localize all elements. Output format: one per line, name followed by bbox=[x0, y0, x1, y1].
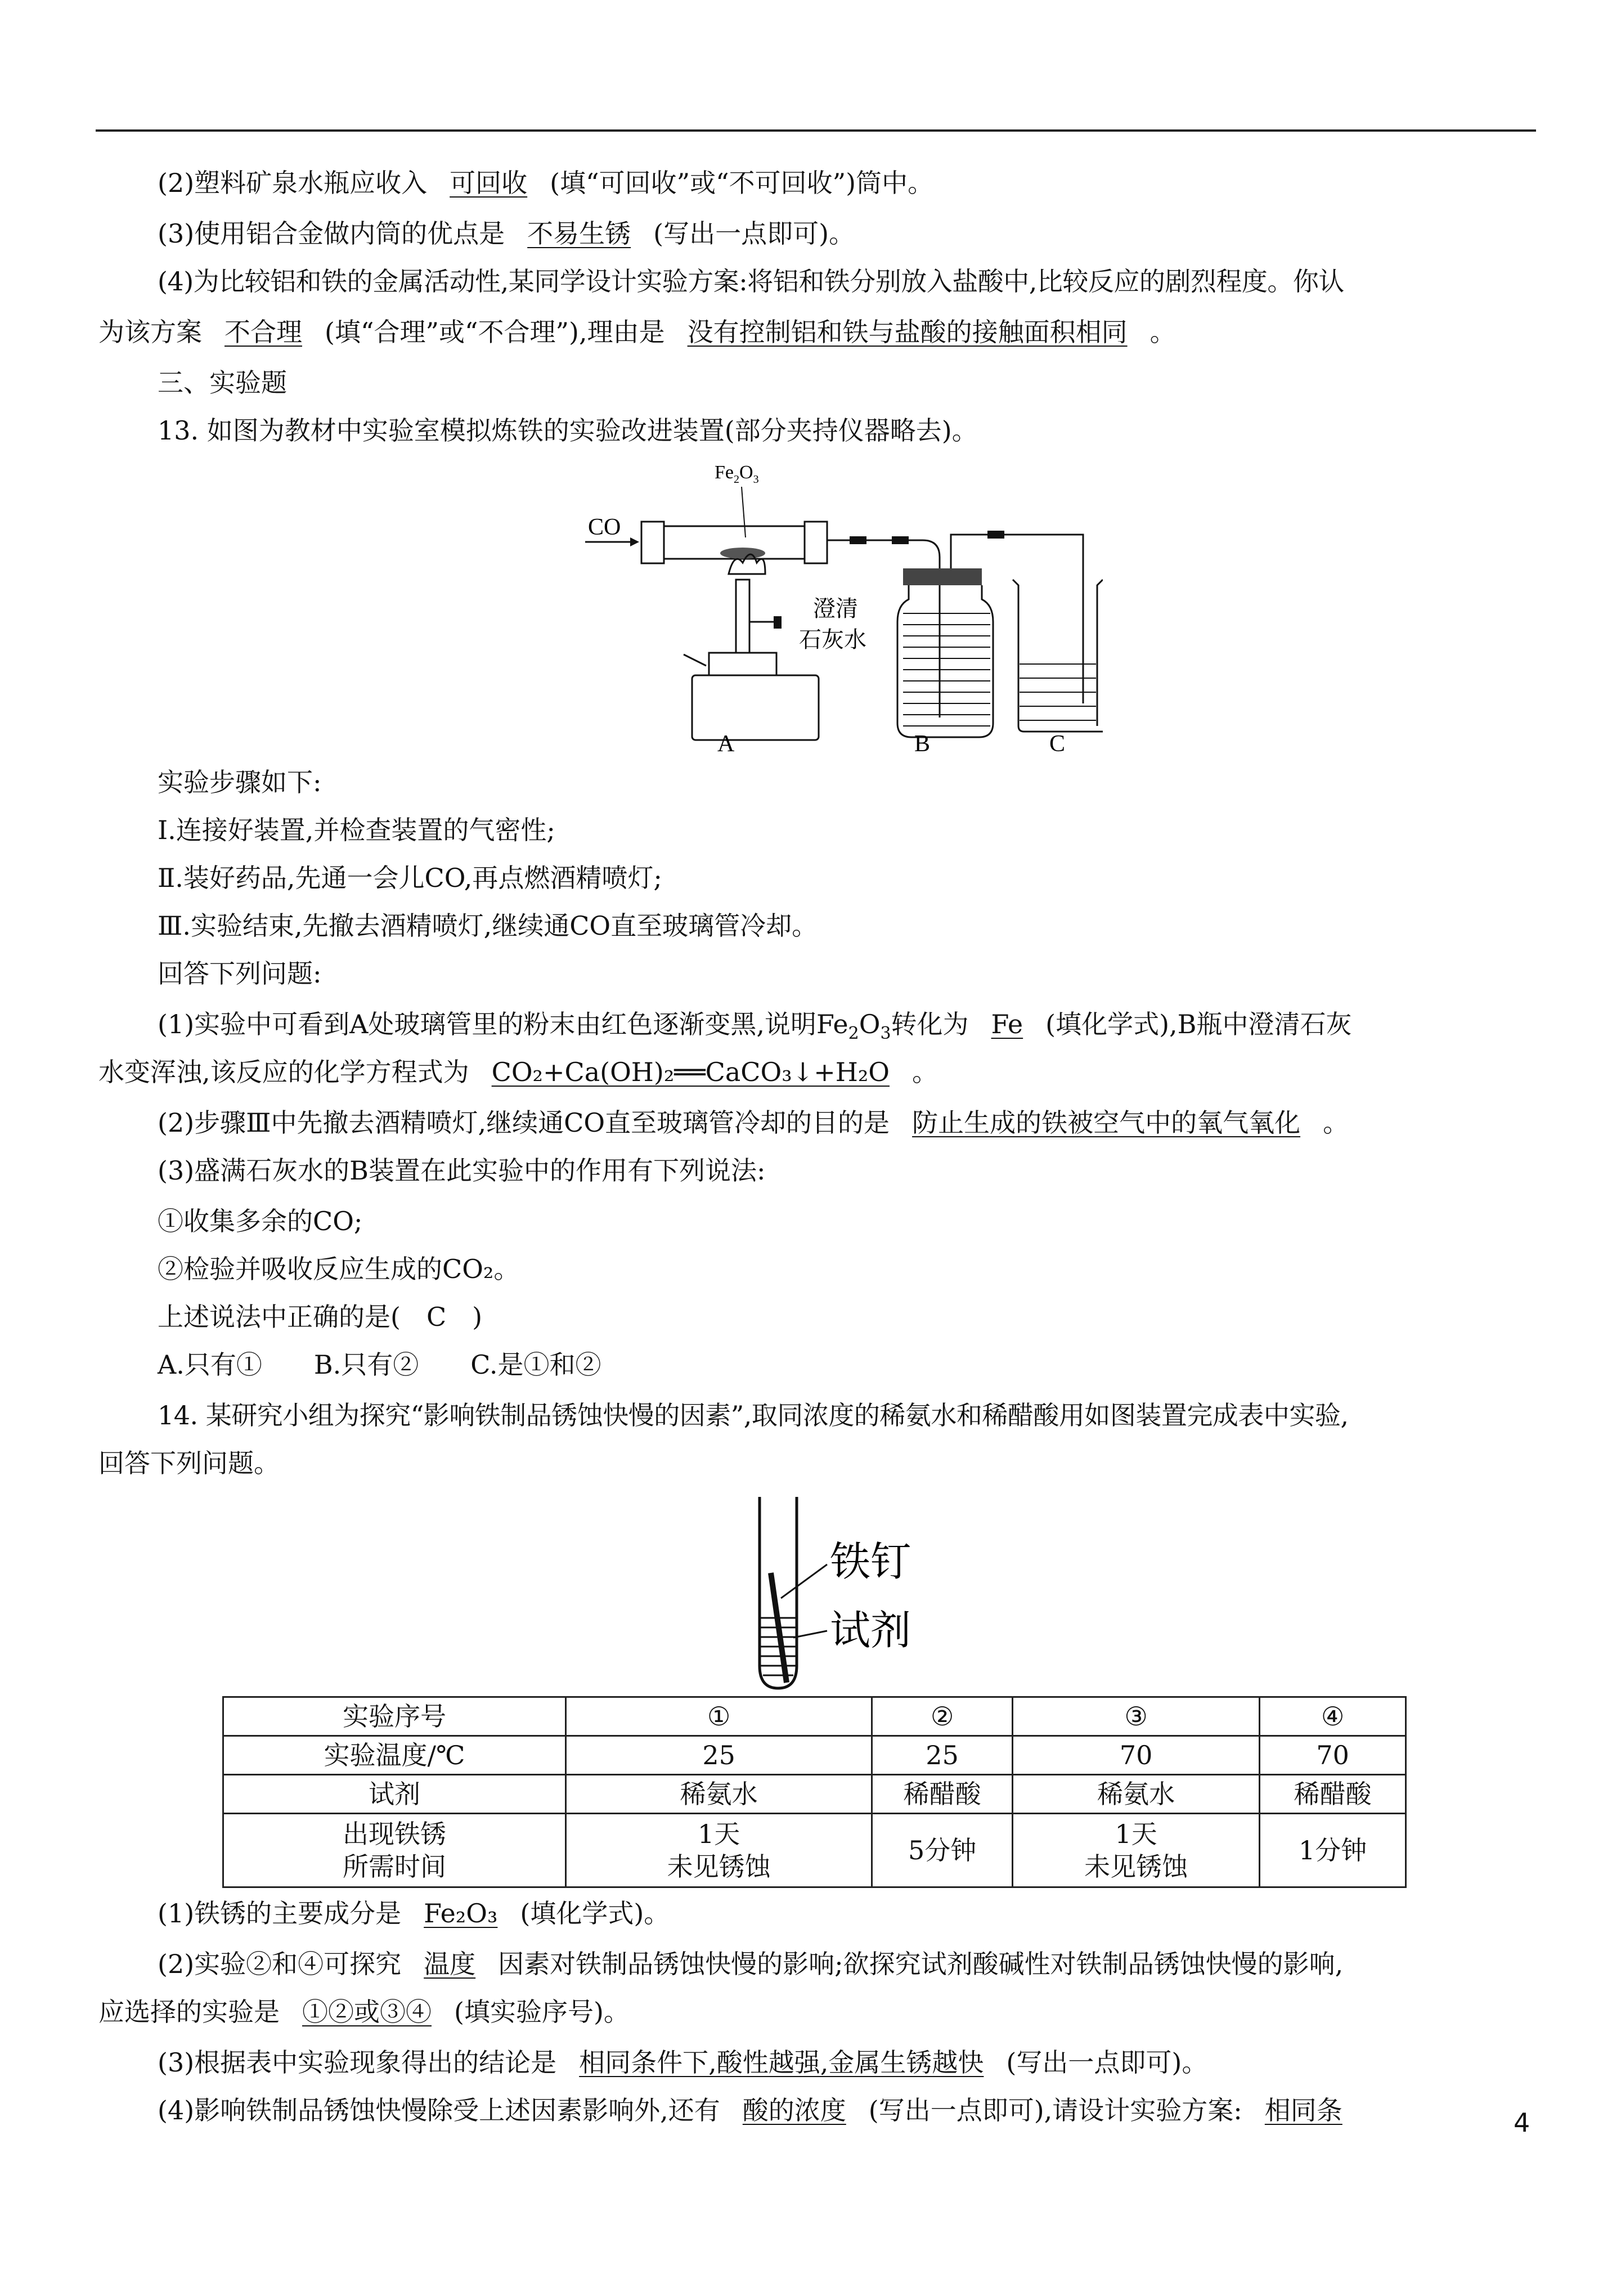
tube-clamp-3 bbox=[987, 531, 1004, 539]
q13-a1-o: O bbox=[859, 1009, 881, 1039]
table-cell: 70 bbox=[1260, 1736, 1406, 1775]
q13-a1-text: (1)实验中可看到A处玻璃管里的粉末由红色逐渐变黑,说明Fe bbox=[158, 1009, 848, 1039]
exp1-time-line2: 未见锈蚀 bbox=[667, 1851, 771, 1882]
q13-choices: A.只有① B.只有② C.是①和② bbox=[158, 1349, 601, 1380]
lamp-neck bbox=[709, 653, 776, 675]
tube-clamp-1 bbox=[850, 536, 866, 544]
q13-a2 bbox=[158, 1106, 1349, 1140]
table-cell: 稀氨水 bbox=[1012, 1775, 1259, 1814]
q14-a2-text-2: 应选择的实验是 bbox=[98, 1997, 280, 2027]
header-rule bbox=[96, 129, 1536, 132]
q12-p2-answer: 可回收 bbox=[450, 168, 528, 198]
lamp-burner bbox=[736, 580, 749, 653]
q13-option1: ①收集多余的CO; bbox=[158, 1206, 363, 1236]
q12-p2-text-end: (填“可回收”或“不可回收”)筒中。 bbox=[550, 168, 934, 198]
tube-clamp-2 bbox=[892, 536, 909, 544]
q14-a4-answer2: 相同条 bbox=[1264, 2095, 1342, 2125]
q12-p4-text-mid: (填“合理”或“不合理”),理由是 bbox=[325, 317, 665, 347]
table-cell: 25 bbox=[872, 1736, 1013, 1775]
table-cell: 5分钟 bbox=[872, 1814, 1013, 1887]
exp1-time-line1: 1天 bbox=[698, 1819, 740, 1849]
q13-a2-text-end: 。 bbox=[1323, 1107, 1349, 1138]
q13-a1-line1 bbox=[158, 1007, 1351, 1051]
limewater-label-1: 澄清 bbox=[813, 596, 858, 621]
table-row bbox=[223, 1697, 1406, 1736]
beaker-c-right bbox=[1097, 580, 1103, 726]
q14-testtube-figure bbox=[748, 1497, 951, 1694]
section-title: 三、实验题 bbox=[158, 367, 287, 398]
q13-option2: ②检验并吸收反应生成的CO₂。 bbox=[158, 1254, 520, 1284]
table-cell: 1分钟 bbox=[1260, 1814, 1406, 1887]
q13-a1-sub2: 3 bbox=[880, 1024, 891, 1044]
q13-a1-text-end: 。 bbox=[912, 1057, 939, 1087]
q14-a2-line1 bbox=[158, 1947, 1343, 1981]
reagent-label: 试剂 bbox=[830, 1607, 911, 1654]
q13-stem: 13. 如图为教材中实验室模拟炼铁的实验改进装置(部分夹持仪器略去)。 bbox=[158, 415, 978, 446]
fe2o3-label: $Fe_2O_3$ bbox=[715, 462, 759, 486]
q14-a2-answer2: ①②或③④ bbox=[302, 1997, 432, 2027]
table-header-cell: ④ bbox=[1260, 1697, 1406, 1736]
q13-a1-text-2: 转化为 bbox=[891, 1009, 969, 1039]
q13-apparatus-figure bbox=[585, 453, 1103, 757]
q13-step2: Ⅱ.装好药品,先通一会儿CO,再点燃酒精喷灯; bbox=[158, 863, 662, 893]
label-c: C bbox=[1049, 731, 1066, 757]
table-cell: 试剂 bbox=[223, 1775, 566, 1814]
q14-a2-text: (2)实验②和④可探究 bbox=[158, 1949, 402, 1979]
q13-steps-title: 实验步骤如下: bbox=[158, 767, 322, 797]
co-label: CO bbox=[588, 514, 621, 540]
q14-a2-text-mid: 因素对铁制品锈蚀快慢的影响;欲探究试剂酸碱性对铁制品锈蚀快慢的影响, bbox=[498, 1949, 1344, 1979]
q14-a4 bbox=[158, 2093, 1342, 2127]
q13-correct: 上述说法中正确的是( C ) bbox=[158, 1302, 483, 1332]
label-a: A bbox=[717, 731, 735, 757]
table-row bbox=[223, 1814, 1406, 1887]
table-cell: 实验温度/℃ bbox=[223, 1736, 566, 1775]
q14-a1-text-end: (填化学式)。 bbox=[520, 1898, 670, 1929]
lamp-valve-knob bbox=[774, 616, 782, 629]
q14-a2-line2 bbox=[98, 1995, 630, 2029]
q13-a2-answer: 防止生成的铁被空气中的氧气氧化 bbox=[912, 1107, 1301, 1138]
tube-stopper-left bbox=[641, 522, 664, 563]
page-number: 4 bbox=[1514, 2107, 1530, 2138]
time-label-line1: 出现铁锈 bbox=[343, 1819, 447, 1849]
table-header-cell: ③ bbox=[1012, 1697, 1259, 1736]
table-cell bbox=[223, 1814, 566, 1887]
limewater-lines bbox=[903, 613, 990, 726]
table-cell bbox=[566, 1814, 872, 1887]
experiment-table bbox=[222, 1696, 1407, 1888]
q12-p4-text: 为该方案 bbox=[98, 317, 202, 347]
q13-a1-sub1: 2 bbox=[848, 1024, 859, 1044]
exp3-time-line2: 未见锈蚀 bbox=[1084, 1851, 1188, 1882]
nail-label: 铁钉 bbox=[830, 1538, 911, 1585]
table-cell: 稀氨水 bbox=[566, 1775, 872, 1814]
q12-p3-answer: 不易生锈 bbox=[527, 218, 631, 249]
reagent-pointer bbox=[793, 1631, 827, 1638]
q14-a4-text-mid: (写出一点即可),请设计实验方案: bbox=[868, 2095, 1242, 2125]
inlet-tube-b bbox=[923, 540, 940, 718]
q13-a2-text: (2)步骤Ⅲ中先撤去酒精喷灯,继续通CO直至玻璃管冷却的目的是 bbox=[158, 1107, 890, 1138]
table-cell: 稀醋酸 bbox=[872, 1775, 1013, 1814]
q13-a1-equation: CO₂+Ca(OH)₂══CaCO₃↓+H₂O bbox=[491, 1057, 890, 1087]
co-arrowhead bbox=[630, 537, 639, 546]
beaker-c bbox=[1013, 580, 1103, 732]
q14-a3-text-end: (写出一点即可)。 bbox=[1006, 2047, 1208, 2078]
table-cell: 70 bbox=[1012, 1736, 1259, 1775]
table-header-cell: 实验序号 bbox=[223, 1697, 566, 1736]
q13-a1-answer1: Fe bbox=[991, 1009, 1023, 1039]
alcohol-lamp bbox=[692, 675, 819, 740]
nail-pointer bbox=[781, 1564, 827, 1598]
q14-a1-answer: Fe₂O₃ bbox=[424, 1898, 498, 1929]
limewater-label-2: 石灰水 bbox=[799, 627, 866, 652]
q14-a4-text: (4)影响铁制品锈蚀快慢除受上述因素影响外,还有 bbox=[158, 2095, 720, 2125]
table-row bbox=[223, 1736, 1406, 1775]
table-header-cell: ② bbox=[872, 1697, 1013, 1736]
beaker-water-lines bbox=[1020, 664, 1096, 720]
q12-part2 bbox=[158, 166, 933, 200]
table-cell: 稀醋酸 bbox=[1260, 1775, 1406, 1814]
q14-a3-text: (3)根据表中实验现象得出的结论是 bbox=[158, 2047, 557, 2078]
q12-p3-text-end: (写出一点即可)。 bbox=[653, 218, 855, 249]
q13-answer-title: 回答下列问题: bbox=[158, 958, 322, 989]
q14-stem-line1: 14. 某研究小组为探究“影响铁制品锈蚀快慢的因素”,取同浓度的稀氨水和稀醋酸用如图装置完成表中实验, bbox=[158, 1400, 1349, 1430]
q14-a1-text: (1)铁锈的主要成分是 bbox=[158, 1898, 402, 1929]
fe2o3-powder bbox=[720, 548, 765, 559]
q12-part4-line2 bbox=[98, 315, 1176, 349]
q12-p4-answer1: 不合理 bbox=[224, 317, 302, 347]
table-cell: 25 bbox=[566, 1736, 872, 1775]
q14-a3-answer: 相同条件下,酸性越强,金属生锈越快 bbox=[579, 2047, 984, 2078]
q13-a1-line2 bbox=[98, 1055, 938, 1089]
q13-a1-text-4: 水变浑浊,该反应的化学方程式为 bbox=[98, 1057, 469, 1087]
lamp-inlet bbox=[684, 654, 706, 666]
label-b: B bbox=[914, 731, 931, 757]
q12-p4-text-end: 。 bbox=[1149, 317, 1176, 347]
table-cell bbox=[1012, 1814, 1259, 1887]
table-header-cell: ① bbox=[566, 1697, 872, 1736]
q12-part4-line1: (4)为比较铝和铁的金属活动性,某同学设计实验方案:将铝和铁分别放入盐酸中,比较反应的剧烈程度。你认 bbox=[158, 266, 1344, 297]
test-tube bbox=[760, 1497, 797, 1688]
time-label-line2: 所需时间 bbox=[343, 1851, 447, 1882]
q14-a4-answer: 酸的浓度 bbox=[742, 2095, 846, 2125]
q14-a3 bbox=[158, 2046, 1207, 2079]
q13-step3: Ⅲ.实验结束,先撤去酒精喷灯,继续通CO直至玻璃管冷却。 bbox=[158, 911, 818, 941]
bottle-stopper bbox=[903, 568, 982, 585]
q12-p4-answer2: 没有控制铝和铁与盐酸的接触面积相同 bbox=[687, 317, 1128, 347]
q14-a1 bbox=[158, 1896, 670, 1930]
q14-a2-answer1: 温度 bbox=[424, 1949, 476, 1979]
fe2o3-pointer bbox=[742, 487, 746, 537]
q12-part3 bbox=[158, 217, 855, 250]
table-row bbox=[223, 1775, 1406, 1814]
exp3-time-line1: 1天 bbox=[1115, 1819, 1157, 1849]
q14-a2-text-end: (填实验序号)。 bbox=[454, 1997, 630, 2027]
q13-a3: (3)盛满石灰水的B装置在此实验中的作用有下列说法: bbox=[158, 1155, 766, 1186]
tube-stopper-right bbox=[805, 522, 827, 563]
q12-p3-text: (3)使用铝合金做内筒的优点是 bbox=[158, 218, 505, 249]
q12-p2-text: (2)塑料矿泉水瓶应收入 bbox=[158, 168, 428, 198]
q14-stem-line2: 回答下列问题。 bbox=[98, 1448, 280, 1478]
q13-step1: Ⅰ.连接好装置,并检查装置的气密性; bbox=[158, 815, 555, 845]
q13-a1-text-3: (填化学式),B瓶中澄清石灰 bbox=[1045, 1009, 1352, 1039]
